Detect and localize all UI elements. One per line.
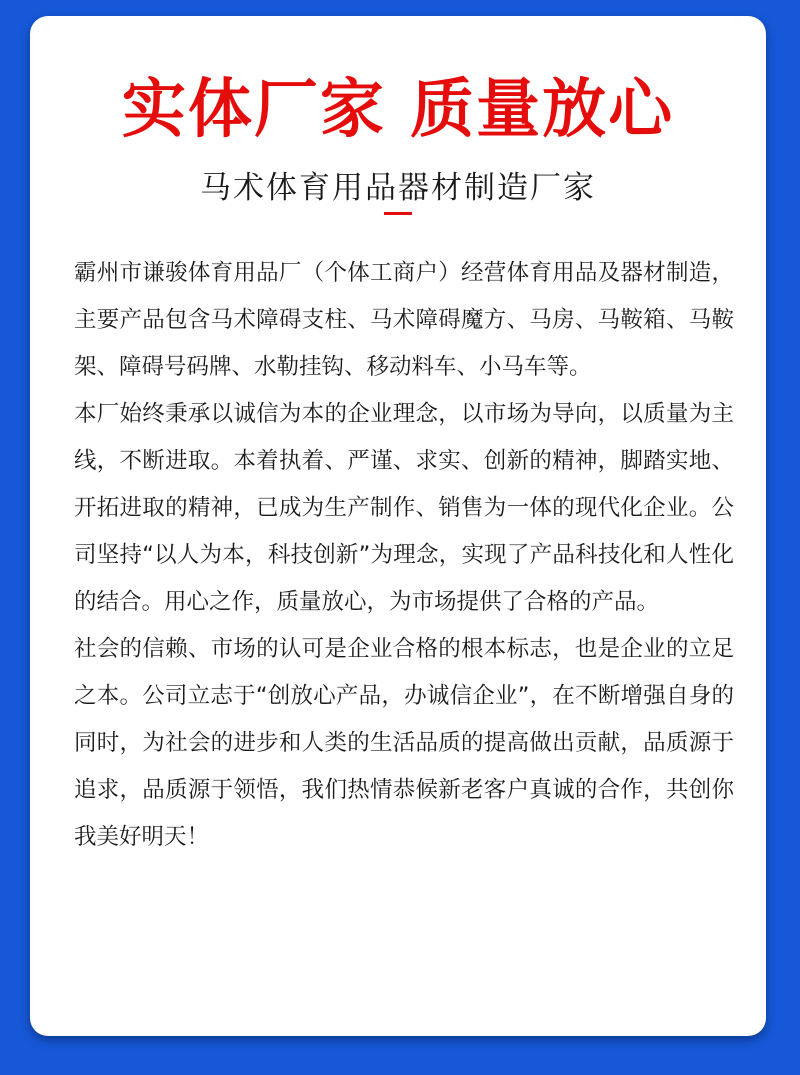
company-description (74, 250, 734, 861)
paragraph-commitment: 社会的信赖、市场的认可是企业合格的根本标志，也是企业的立足之本。公司立志于“创放心产品，办诚信企业”，在不断增强自身的同时，为社会的进步和人类的生活品质的提高做出贡献，品质源于追求，品质源于领悟，我们热情恭候新老客户真诚的合作，共创你我美好明天！ (74, 636, 734, 850)
paragraph-philosophy: 本厂始终秉承以诚信为本的企业理念，以市场为导向，以质量为主线，不断进取。本着执着、严谨、求实、创新的精神，脚踏实地、开拓进取的精神，已成为生产制作、销售为一体的现代化企业。公司坚持“以人为本，科技创新”为理念，实现了产品科技化和人性化的结合。用心之作，质量放心，为市场提供了合格的产品。 (74, 401, 734, 615)
headline: 实体厂家 质量放心 (121, 73, 675, 147)
subtitle: 马术体育用品器材制造厂家 (200, 170, 596, 206)
content-card (30, 16, 766, 1036)
paragraph-intro: 霸州市谦骏体育用品厂（个体工商户）经营体育用品及器材制造，主要产品包含马术障碍支柱、马术障碍魔方、马房、马鞍箱、马鞍架、障碍号码牌、水勒挂钩、移动料车、小马车等。 (74, 260, 734, 380)
divider (384, 212, 412, 215)
